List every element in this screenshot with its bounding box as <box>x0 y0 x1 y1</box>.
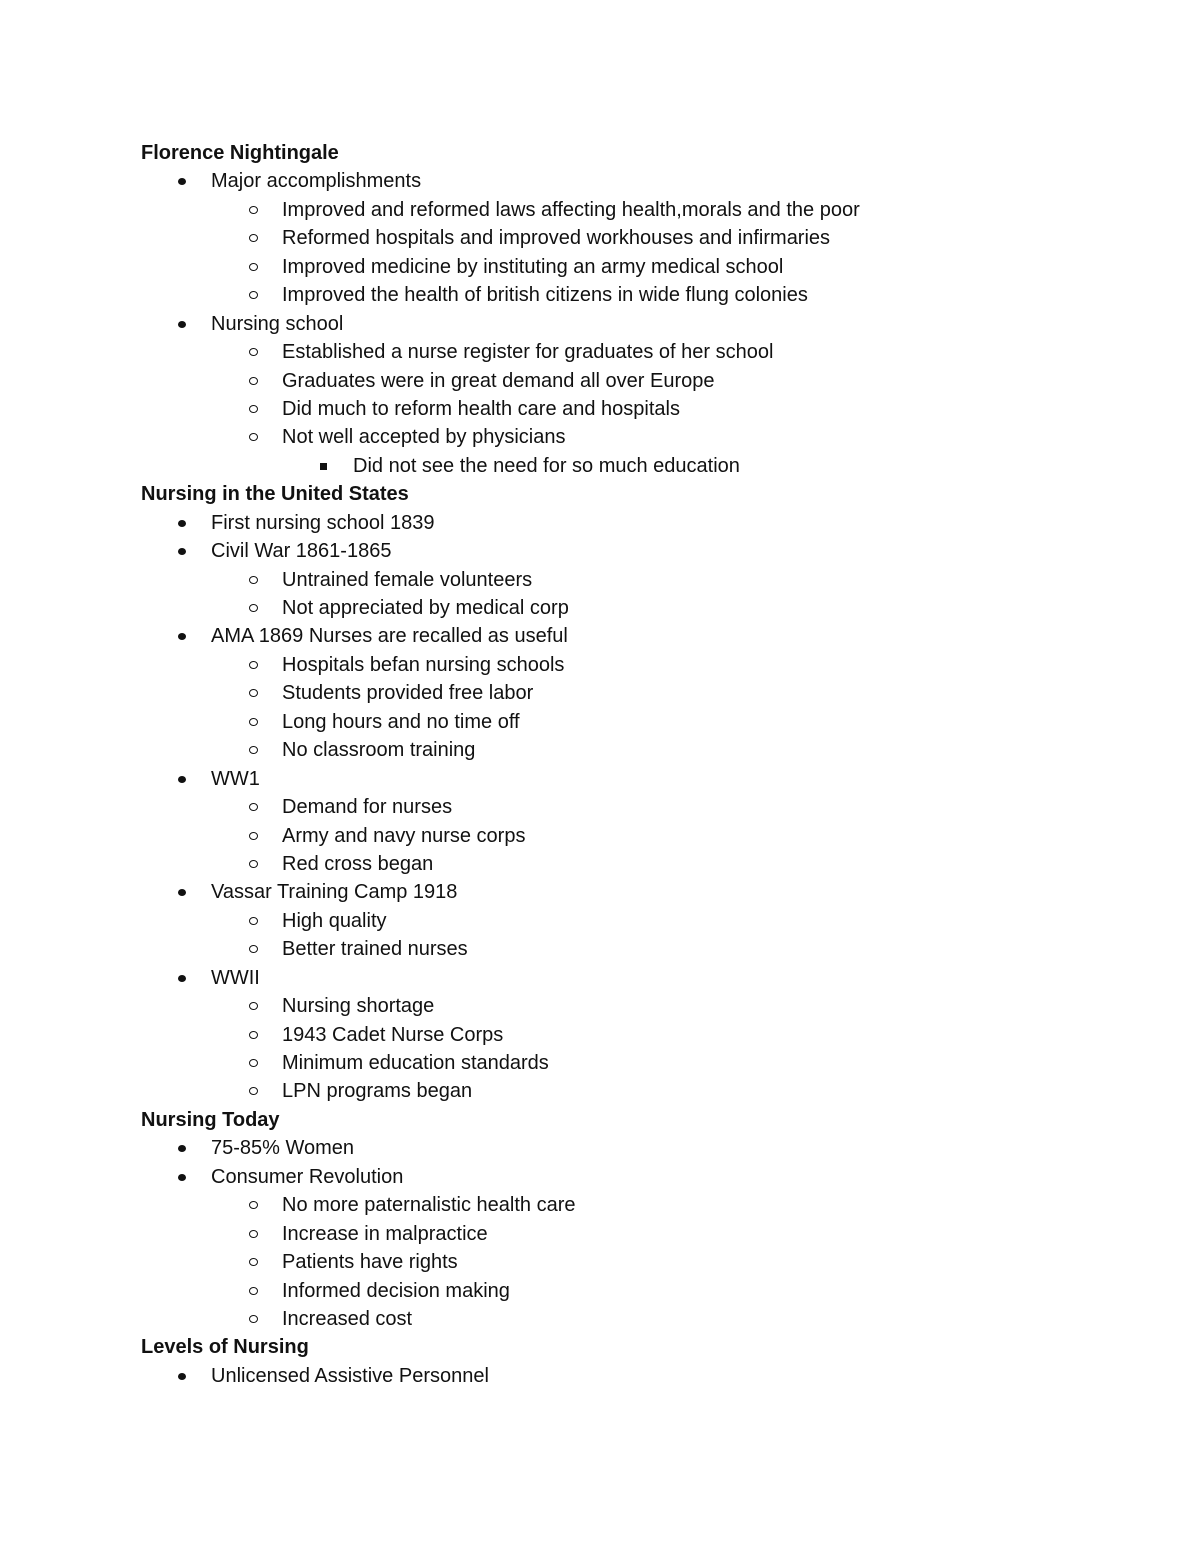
square-bullet-icon <box>320 463 327 470</box>
hollow-circle-bullet-icon <box>249 604 258 612</box>
bullet-item <box>0 1163 1200 1191</box>
hollow-circle-bullet-icon <box>249 234 258 242</box>
item-text: Not appreciated by medical corp <box>282 597 569 619</box>
filled-circle-bullet-icon <box>178 178 186 185</box>
heading-text: Nursing Today <box>141 1108 280 1131</box>
hollow-circle-bullet-icon <box>249 348 258 356</box>
item-text: Major accomplishments <box>211 170 422 193</box>
hollow-circle-bullet-icon <box>249 206 258 214</box>
hollow-circle-bullet-icon <box>249 263 258 271</box>
item-text: Increase in malpractice <box>282 1222 488 1245</box>
item-text: Did much to reform health care and hospitals <box>282 397 680 420</box>
sub-bullet-item <box>0 338 1200 366</box>
filled-circle-bullet-icon <box>178 548 186 555</box>
hollow-circle-bullet-icon <box>249 405 258 413</box>
hollow-circle-bullet-icon <box>249 433 258 441</box>
sub-bullet-item <box>0 281 1200 309</box>
item-text: Long hours and no time off <box>282 710 520 733</box>
sub-bullet-item <box>0 651 1200 679</box>
hollow-circle-bullet-icon <box>249 1002 258 1010</box>
item-text: Not well accepted by physicians <box>282 426 566 449</box>
item-text: Informed decision making <box>282 1279 510 1302</box>
section-heading <box>0 139 1200 167</box>
heading-text: Levels of Nursing <box>141 1336 309 1359</box>
bullet-item <box>0 964 1200 992</box>
bullet-item <box>0 1362 1200 1390</box>
heading-text: Nursing in the United States <box>141 483 409 506</box>
sub-bullet-item <box>0 907 1200 935</box>
hollow-circle-bullet-icon <box>249 1287 258 1295</box>
item-text: Patients have rights <box>282 1251 458 1274</box>
item-text: WWII <box>211 966 260 989</box>
hollow-circle-bullet-icon <box>249 1031 258 1039</box>
item-text: WW1 <box>211 767 260 790</box>
filled-circle-bullet-icon <box>178 633 186 640</box>
item-text: AMA 1869 Nurses are recalled as useful <box>211 625 568 648</box>
item-text: Minimum education standards <box>282 1052 549 1074</box>
filled-circle-bullet-icon <box>178 520 186 527</box>
section-heading <box>0 1333 1200 1361</box>
section-heading <box>0 1106 1200 1134</box>
sub-bullet-item <box>0 224 1200 252</box>
hollow-circle-bullet-icon <box>249 661 258 669</box>
hollow-circle-bullet-icon <box>249 291 258 299</box>
item-text: First nursing school 1839 <box>211 511 435 534</box>
hollow-circle-bullet-icon <box>249 832 258 840</box>
document-body <box>0 139 1200 1390</box>
item-text: Improved the health of british citizens in wide flung colonies <box>282 284 808 307</box>
sub-bullet-item <box>0 1049 1200 1077</box>
hollow-circle-bullet-icon <box>249 1201 258 1209</box>
item-text: No more paternalistic health care <box>282 1194 576 1217</box>
filled-circle-bullet-icon <box>178 975 186 982</box>
item-text: Reformed hospitals and improved workhouses and infirmaries <box>282 227 831 250</box>
hollow-circle-bullet-icon <box>249 746 258 754</box>
sub-bullet-item <box>0 1277 1200 1305</box>
hollow-circle-bullet-icon <box>249 917 258 925</box>
hollow-circle-bullet-icon <box>249 1087 258 1095</box>
hollow-circle-bullet-icon <box>249 803 258 811</box>
sub-bullet-item <box>0 793 1200 821</box>
bullet-item <box>0 765 1200 793</box>
heading-text: Florence Nightingale <box>141 142 339 164</box>
sub-bullet-item <box>0 423 1200 451</box>
sub-bullet-item <box>0 992 1200 1020</box>
item-text: Hospitals befan nursing schools <box>282 653 565 676</box>
sub-sub-bullet-item <box>0 452 1200 480</box>
bullet-item <box>0 167 1200 195</box>
hollow-circle-bullet-icon <box>249 718 258 726</box>
item-text: Graduates were in great demand all over Europe <box>282 369 715 392</box>
item-text: Improved medicine by instituting an army medical school <box>282 255 784 278</box>
sub-bullet-item <box>0 736 1200 764</box>
bullet-item <box>0 537 1200 565</box>
sub-bullet-item <box>0 196 1200 224</box>
sub-bullet-item <box>0 1077 1200 1105</box>
item-text: Increased cost <box>282 1307 413 1330</box>
filled-circle-bullet-icon <box>178 1174 186 1181</box>
item-text: LPN programs began <box>282 1080 473 1103</box>
sub-bullet-item <box>0 253 1200 281</box>
sub-bullet-item <box>0 367 1200 395</box>
hollow-circle-bullet-icon <box>249 1258 258 1266</box>
sub-bullet-item <box>0 935 1200 963</box>
sub-bullet-item <box>0 708 1200 736</box>
sub-bullet-item <box>0 1021 1200 1049</box>
hollow-circle-bullet-icon <box>249 860 258 868</box>
sub-bullet-item <box>0 1191 1200 1219</box>
item-text: Army and navy nurse corps <box>282 824 526 847</box>
hollow-circle-bullet-icon <box>249 1315 258 1323</box>
sub-bullet-item <box>0 822 1200 850</box>
filled-circle-bullet-icon <box>178 776 186 783</box>
bullet-item <box>0 509 1200 537</box>
item-text: Better trained nurses <box>282 938 468 961</box>
hollow-circle-bullet-icon <box>249 689 258 697</box>
hollow-circle-bullet-icon <box>249 1230 258 1238</box>
hollow-circle-bullet-icon <box>249 1059 258 1067</box>
item-text: Did not see the need for so much education <box>353 454 740 477</box>
bullet-item <box>0 1134 1200 1162</box>
item-text: Students provided free labor <box>282 682 534 705</box>
sub-bullet-item <box>0 395 1200 423</box>
item-text: Untrained female volunteers <box>282 568 533 591</box>
sub-bullet-item <box>0 850 1200 878</box>
item-text: Demand for nurses <box>282 796 453 819</box>
sub-bullet-item <box>0 1248 1200 1276</box>
item-text: Nursing school <box>211 312 344 335</box>
hollow-circle-bullet-icon <box>249 945 258 953</box>
sub-bullet-item <box>0 594 1200 622</box>
hollow-circle-bullet-icon <box>249 377 258 385</box>
sub-bullet-item <box>0 1305 1200 1333</box>
bullet-item <box>0 310 1200 338</box>
item-text: Red cross began <box>282 852 434 875</box>
item-text: Civil War 1861-1865 <box>211 540 392 563</box>
item-text: Consumer Revolution <box>211 1165 404 1188</box>
item-text: Unlicensed Assistive Personnel <box>211 1364 489 1387</box>
filled-circle-bullet-icon <box>178 1373 186 1380</box>
filled-circle-bullet-icon <box>178 321 186 328</box>
filled-circle-bullet-icon <box>178 889 186 896</box>
section-heading <box>0 480 1200 508</box>
bullet-item <box>0 878 1200 906</box>
item-text: 75-85% Women <box>211 1137 355 1160</box>
sub-bullet-item <box>0 566 1200 594</box>
item-text: Established a nurse register for graduates of her school <box>282 341 774 364</box>
item-text: No classroom training <box>282 739 476 762</box>
sub-bullet-item <box>0 1220 1200 1248</box>
item-text: Vassar Training Camp 1918 <box>211 881 458 904</box>
item-text: High quality <box>282 909 387 932</box>
sub-bullet-item <box>0 679 1200 707</box>
hollow-circle-bullet-icon <box>249 576 258 584</box>
item-text: Nursing shortage <box>282 995 435 1018</box>
filled-circle-bullet-icon <box>178 1145 186 1152</box>
item-text: Improved and reformed laws affecting health,morals and the poor <box>282 198 860 221</box>
item-text: 1943 Cadet Nurse Corps <box>282 1023 504 1046</box>
bullet-item <box>0 622 1200 650</box>
